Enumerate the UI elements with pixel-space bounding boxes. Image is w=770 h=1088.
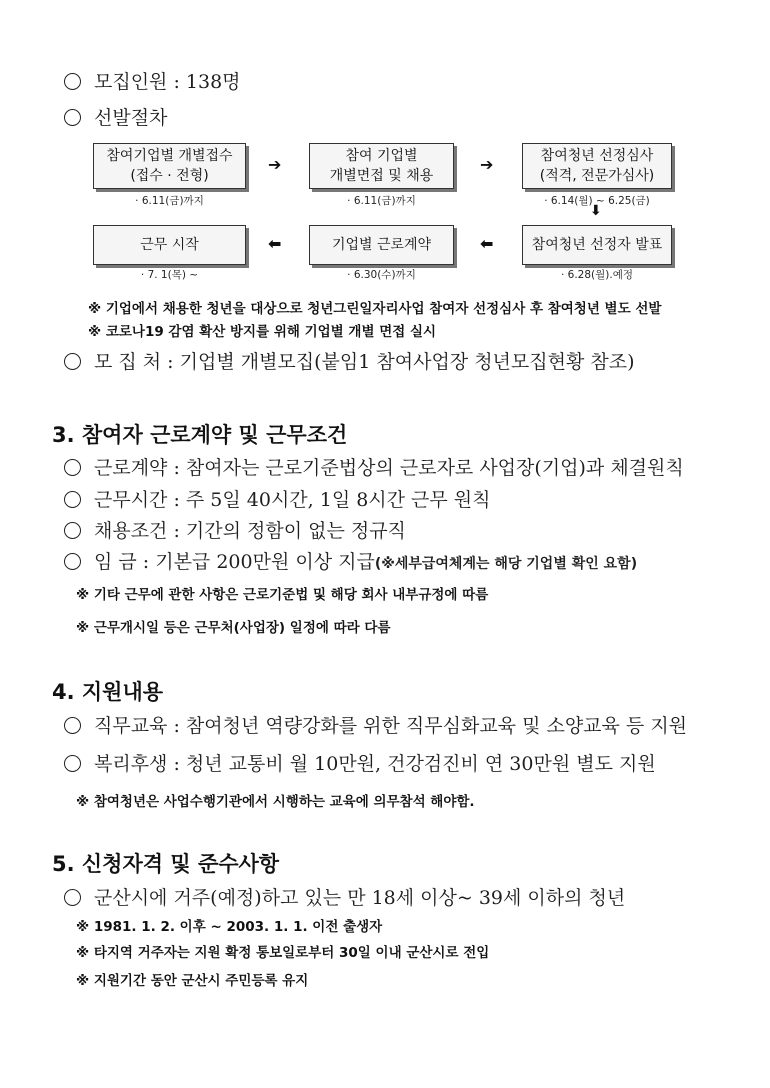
circle-bullet-icon [64,522,81,539]
arrow-down-icon: ⬇ [590,203,602,219]
section-5-item-text: 군산시에 거주(예정)하고 있는 만 18세 이상~ 39세 이하의 청년 [94,887,626,909]
recruit-place-line [64,350,634,374]
flow-step-date: · 6.11(금)까지 [135,195,204,207]
wage-text: 임 금 : 기본급 200만원 이상 지급 [94,551,375,573]
section-4-item-text: 직무교육 : 참여청년 역량강화를 위한 직무심화교육 및 소양교육 등 지원 [94,715,688,737]
flow-step-date: · 6.30(수)까지 [347,269,416,281]
section-4-item [64,752,656,776]
circle-bullet-icon [64,109,81,126]
flow-step-date: · 6.11(금)까지 [347,195,416,207]
selection-process-line [64,106,167,130]
section-3-item [64,456,684,480]
circle-bullet-icon [64,553,81,570]
flow-step-work-start [93,225,246,265]
flow-step-line: 참여청년 선정심사 [540,148,654,164]
circle-bullet-icon [64,889,81,906]
arrow-left-icon: ⬅ [480,234,494,253]
section-3-wage-item [64,550,637,576]
flow-step-announcement [522,225,672,265]
circle-bullet-icon [64,717,81,734]
flow-step-line: 개별면접 및 채용 [329,168,434,184]
note-line: ※ 참여청년은 사업수행기관에서 시행하는 교육에 의무참석 해야함. [76,794,475,810]
note-line: ※ 타지역 거주자는 지원 확정 통보일로부터 30일 이내 군산시로 전입 [76,945,490,961]
selection-process-text: 선발절차 [94,107,168,129]
section-3-item-text: 근무시간 : 주 5일 40시간, 1일 8시간 근무 원칙 [94,489,491,511]
recruit-place-text: 모 집 처 : 기업별 개별모집(붙임1 참여사업장 청년모집현황 참조) [94,351,635,373]
note-line: ※ 지원기간 동안 군산시 주민등록 유지 [76,973,309,989]
flow-step-interview [309,143,454,189]
flow-step-date: · 6.28(월).예정 [560,269,633,281]
recruit-count-line [64,70,241,94]
flow-step-screening [522,143,672,189]
wage-note: (※세부급여체계는 해당 기업별 확인 요함) [374,556,638,572]
flow-step-date: · 6.14(월) ~ 6.25(금) [544,195,650,207]
note-line: ※ 코로나19 감염 확산 방지를 위해 기업별 개별 면접 실시 [88,324,437,340]
section-3-item [64,488,491,512]
arrow-left-icon: ⬅ [268,234,282,253]
section-4-item-text: 복리후생 : 청년 교통비 월 10만원, 건강검진비 연 30만원 별도 지원 [94,753,656,775]
note-line: ※ 기타 근무에 관한 사항은 근로기준법 및 해당 회사 내부규정에 따름 [76,587,489,603]
circle-bullet-icon [64,73,81,90]
circle-bullet-icon [64,491,81,508]
arrow-right-icon: ➔ [268,155,282,174]
flow-step-line: (적격, 전문가심사) [539,168,655,184]
flow-step-line: 참여청년 선정자 발표 [531,237,663,253]
flow-step-line: (접수 · 전형) [130,168,209,184]
section-5-title: 5. 신청자격 및 준수사항 [52,852,280,876]
section-5-item [64,886,625,910]
flow-step-line: 참여기업별 개별접수 [106,148,233,164]
note-line: ※ 기업에서 채용한 청년을 대상으로 청년그린일자리사업 참여자 선정심사 후 참여청년 별도 선발 [88,301,662,317]
flow-step-contract [309,225,454,265]
circle-bullet-icon [64,353,81,370]
section-4-item [64,714,687,738]
flow-step-date: · 7. 1(목) ~ [140,269,199,281]
flow-step-application [93,143,246,189]
recruit-count-text: 모집인원 : 138명 [94,71,241,93]
section-3-title: 3. 참여자 근로계약 및 근무조건 [52,423,348,447]
note-line: ※ 근무개시일 등은 근무처(사업장) 일정에 따라 다름 [76,620,391,636]
section-4-title: 4. 지원내용 [52,680,164,704]
note-line: ※ 1981. 1. 2. 이후 ~ 2003. 1. 1. 이전 출생자 [76,919,383,935]
flow-step-line: 기업별 근로계약 [331,237,432,253]
section-3-item [64,519,406,543]
circle-bullet-icon [64,755,81,772]
circle-bullet-icon [64,459,81,476]
section-3-item-text: 근로계약 : 참여자는 근로기준법상의 근로자로 사업장(기업)과 체결원칙 [94,457,684,479]
flow-step-line: 참여 기업별 [345,148,418,164]
section-3-item-text: 채용조건 : 기간의 정함이 없는 정규직 [94,520,406,542]
arrow-right-icon: ➔ [480,155,494,174]
flow-step-line: 근무 시작 [140,237,199,253]
